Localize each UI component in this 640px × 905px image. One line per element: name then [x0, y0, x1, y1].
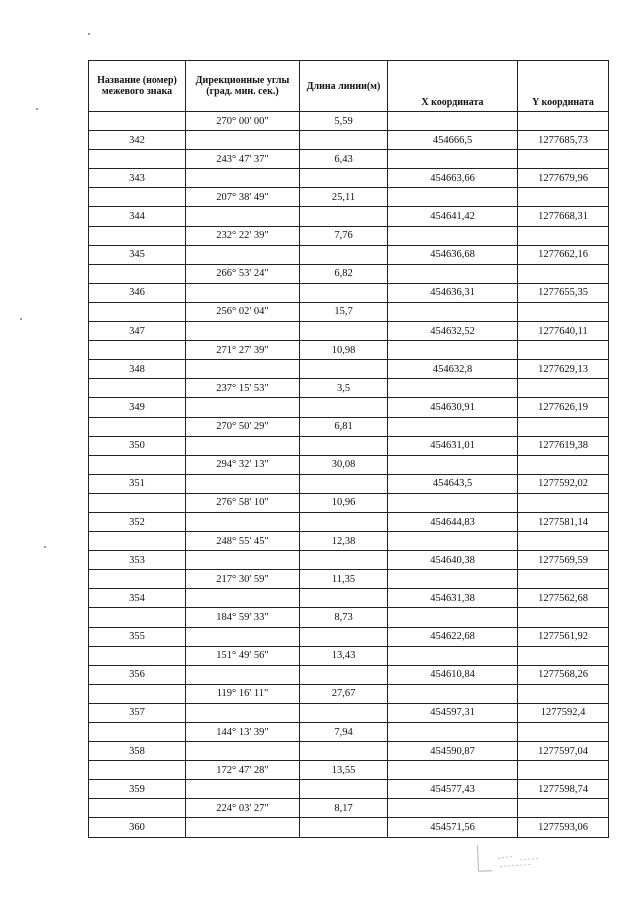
table-row — [89, 302, 609, 321]
y-coordinate-cell: 1277598,74 — [518, 780, 609, 799]
line-length-cell — [300, 436, 388, 455]
line-length-cell — [300, 665, 388, 684]
marker-name-cell: 356 — [89, 665, 186, 684]
line-length-cell: 6,81 — [300, 417, 388, 436]
table-row — [89, 226, 609, 245]
marker-name-cell — [89, 264, 186, 283]
marker-name-cell: 346 — [89, 283, 186, 302]
x-coordinate-cell — [388, 188, 518, 207]
y-coordinate-cell — [518, 379, 609, 398]
marker-name-cell — [89, 532, 186, 551]
marker-name-cell — [89, 761, 186, 780]
marker-name-cell — [89, 112, 186, 131]
direction-angle-cell: 256° 02' 04" — [186, 302, 300, 321]
y-coordinate-cell — [518, 761, 609, 780]
marker-name-cell: 355 — [89, 627, 186, 646]
table-row — [89, 570, 609, 589]
direction-angle-cell — [186, 436, 300, 455]
scan-speck — [88, 33, 90, 35]
table-row — [89, 512, 609, 531]
y-coordinate-cell — [518, 723, 609, 742]
marker-name-cell: 342 — [89, 131, 186, 150]
marker-name-cell — [89, 379, 186, 398]
marker-name-cell: 360 — [89, 818, 186, 837]
marker-name-cell: 352 — [89, 512, 186, 531]
x-coordinate-cell — [388, 570, 518, 589]
marker-name-cell: 347 — [89, 322, 186, 341]
y-coordinate-cell: 1277655,35 — [518, 283, 609, 302]
x-coordinate-cell: 454643,5 — [388, 474, 518, 493]
table-row — [89, 742, 609, 761]
direction-angle-cell — [186, 780, 300, 799]
line-length-cell — [300, 742, 388, 761]
table-row — [89, 322, 609, 341]
line-length-cell: 5,59 — [300, 112, 388, 131]
y-coordinate-cell: 1277597,04 — [518, 742, 609, 761]
faint-stamp-mark — [469, 838, 560, 877]
y-coordinate-cell — [518, 455, 609, 474]
line-length-cell — [300, 512, 388, 531]
marker-name-cell: 345 — [89, 245, 186, 264]
line-length-cell — [300, 818, 388, 837]
header-line-length: Длина линии(м) — [300, 61, 388, 112]
y-coordinate-cell — [518, 646, 609, 665]
direction-angle-cell: 207° 38' 49" — [186, 188, 300, 207]
direction-angle-cell: 151° 49' 56" — [186, 646, 300, 665]
direction-angle-cell — [186, 283, 300, 302]
x-coordinate-cell — [388, 532, 518, 551]
x-coordinate-cell — [388, 341, 518, 360]
x-coordinate-cell — [388, 150, 518, 169]
boundary-coordinates-table — [88, 60, 609, 838]
table-row — [89, 131, 609, 150]
y-coordinate-cell: 1277685,73 — [518, 131, 609, 150]
table-row — [89, 551, 609, 570]
line-length-cell: 7,76 — [300, 226, 388, 245]
x-coordinate-cell: 454597,31 — [388, 703, 518, 722]
header-x-coordinate: X координата — [388, 61, 518, 112]
line-length-cell: 27,67 — [300, 684, 388, 703]
header-y-coordinate: Y координата — [518, 61, 609, 112]
marker-name-cell: 351 — [89, 474, 186, 493]
table-row — [89, 379, 609, 398]
direction-angle-cell: 270° 00' 00" — [186, 112, 300, 131]
table-row — [89, 188, 609, 207]
y-coordinate-cell — [518, 417, 609, 436]
scan-speck — [44, 546, 46, 548]
line-length-cell: 8,73 — [300, 608, 388, 627]
y-coordinate-cell — [518, 302, 609, 321]
direction-angle-cell — [186, 818, 300, 837]
y-coordinate-cell — [518, 608, 609, 627]
table-row — [89, 761, 609, 780]
table-row — [89, 703, 609, 722]
line-length-cell — [300, 207, 388, 226]
direction-angle-cell — [186, 207, 300, 226]
x-coordinate-cell — [388, 608, 518, 627]
x-coordinate-cell — [388, 761, 518, 780]
marker-name-cell — [89, 188, 186, 207]
marker-name-cell — [89, 455, 186, 474]
line-length-cell: 13,43 — [300, 646, 388, 665]
table-row — [89, 818, 609, 837]
direction-angle-cell — [186, 398, 300, 417]
y-coordinate-cell: 1277626,19 — [518, 398, 609, 417]
table-row — [89, 436, 609, 455]
y-coordinate-cell — [518, 188, 609, 207]
y-coordinate-cell — [518, 493, 609, 512]
y-coordinate-cell — [518, 150, 609, 169]
x-coordinate-cell — [388, 493, 518, 512]
x-coordinate-cell — [388, 799, 518, 818]
line-length-cell: 10,98 — [300, 341, 388, 360]
y-coordinate-cell: 1277629,13 — [518, 360, 609, 379]
marker-name-cell — [89, 493, 186, 512]
x-coordinate-cell — [388, 264, 518, 283]
x-coordinate-cell — [388, 112, 518, 131]
x-coordinate-cell — [388, 723, 518, 742]
table-row — [89, 360, 609, 379]
y-coordinate-cell: 1277662,16 — [518, 245, 609, 264]
line-length-cell: 6,82 — [300, 264, 388, 283]
y-coordinate-cell: 1277569,59 — [518, 551, 609, 570]
table-header-row — [89, 61, 609, 112]
y-coordinate-cell: 1277619,38 — [518, 436, 609, 455]
line-length-cell: 13,55 — [300, 761, 388, 780]
x-coordinate-cell: 454590,87 — [388, 742, 518, 761]
x-coordinate-cell: 454630,91 — [388, 398, 518, 417]
direction-angle-cell: 266° 53' 24" — [186, 264, 300, 283]
y-coordinate-cell — [518, 570, 609, 589]
table-row — [89, 150, 609, 169]
x-coordinate-cell: 454632,52 — [388, 322, 518, 341]
marker-name-cell: 350 — [89, 436, 186, 455]
x-coordinate-cell — [388, 684, 518, 703]
line-length-cell: 12,38 — [300, 532, 388, 551]
x-coordinate-cell — [388, 455, 518, 474]
direction-angle-cell: 243° 47' 37" — [186, 150, 300, 169]
y-coordinate-cell: 1277593,06 — [518, 818, 609, 837]
y-coordinate-cell: 1277668,31 — [518, 207, 609, 226]
y-coordinate-cell: 1277640,11 — [518, 322, 609, 341]
direction-angle-cell — [186, 551, 300, 570]
line-length-cell — [300, 169, 388, 188]
marker-name-cell — [89, 302, 186, 321]
marker-name-cell: 357 — [89, 703, 186, 722]
y-coordinate-cell: 1277581,14 — [518, 512, 609, 531]
header-marker-name: Название (номер) межевого знака — [89, 61, 186, 112]
direction-angle-cell — [186, 703, 300, 722]
direction-angle-cell: 119° 16' 11" — [186, 684, 300, 703]
direction-angle-cell: 144° 13' 39" — [186, 723, 300, 742]
direction-angle-cell — [186, 589, 300, 608]
scan-speck — [36, 108, 38, 110]
table-row — [89, 532, 609, 551]
y-coordinate-cell — [518, 226, 609, 245]
direction-angle-cell — [186, 627, 300, 646]
x-coordinate-cell: 454644,83 — [388, 512, 518, 531]
marker-name-cell: 343 — [89, 169, 186, 188]
direction-angle-cell: 224° 03' 27" — [186, 799, 300, 818]
marker-name-cell: 359 — [89, 780, 186, 799]
table-row — [89, 799, 609, 818]
marker-name-cell — [89, 608, 186, 627]
y-coordinate-cell: 1277562,68 — [518, 589, 609, 608]
x-coordinate-cell: 454622,68 — [388, 627, 518, 646]
direction-angle-cell — [186, 474, 300, 493]
table-row — [89, 245, 609, 264]
x-coordinate-cell — [388, 226, 518, 245]
table-row — [89, 684, 609, 703]
direction-angle-cell: 184° 59' 33" — [186, 608, 300, 627]
direction-angle-cell — [186, 245, 300, 264]
direction-angle-cell: 294° 32' 13" — [186, 455, 300, 474]
line-length-cell: 8,17 — [300, 799, 388, 818]
table-row — [89, 589, 609, 608]
table-row — [89, 474, 609, 493]
marker-name-cell — [89, 570, 186, 589]
marker-name-cell: 354 — [89, 589, 186, 608]
line-length-cell — [300, 551, 388, 570]
table-body — [89, 112, 609, 838]
x-coordinate-cell: 454641,42 — [388, 207, 518, 226]
table-row — [89, 646, 609, 665]
line-length-cell: 3,5 — [300, 379, 388, 398]
direction-angle-cell: 248° 55' 45" — [186, 532, 300, 551]
direction-angle-cell — [186, 742, 300, 761]
table-row — [89, 207, 609, 226]
direction-angle-cell: 276° 58' 10" — [186, 493, 300, 512]
table-row — [89, 169, 609, 188]
y-coordinate-cell: 1277679,96 — [518, 169, 609, 188]
table-row — [89, 665, 609, 684]
marker-name-cell: 358 — [89, 742, 186, 761]
marker-name-cell — [89, 226, 186, 245]
line-length-cell: 11,35 — [300, 570, 388, 589]
table-row — [89, 417, 609, 436]
line-length-cell — [300, 322, 388, 341]
line-length-cell — [300, 627, 388, 646]
header-direction-angle: Дирекционные углы (град. мин. сек.) — [186, 61, 300, 112]
y-coordinate-cell: 1277592,02 — [518, 474, 609, 493]
line-length-cell: 25,11 — [300, 188, 388, 207]
table-row — [89, 455, 609, 474]
direction-angle-cell — [186, 131, 300, 150]
table-row — [89, 398, 609, 417]
y-coordinate-cell — [518, 799, 609, 818]
y-coordinate-cell: 1277592,4 — [518, 703, 609, 722]
table-row — [89, 723, 609, 742]
line-length-cell — [300, 703, 388, 722]
line-length-cell: 6,43 — [300, 150, 388, 169]
x-coordinate-cell: 454636,68 — [388, 245, 518, 264]
direction-angle-cell: 172° 47' 28" — [186, 761, 300, 780]
scan-speck — [20, 318, 22, 320]
marker-name-cell — [89, 684, 186, 703]
marker-name-cell — [89, 646, 186, 665]
line-length-cell — [300, 398, 388, 417]
marker-name-cell — [89, 417, 186, 436]
direction-angle-cell: 217° 30' 59" — [186, 570, 300, 589]
x-coordinate-cell: 454610,84 — [388, 665, 518, 684]
line-length-cell — [300, 283, 388, 302]
marker-name-cell — [89, 150, 186, 169]
line-length-cell: 7,94 — [300, 723, 388, 742]
line-length-cell: 30,08 — [300, 455, 388, 474]
line-length-cell — [300, 245, 388, 264]
table-row — [89, 341, 609, 360]
y-coordinate-cell: 1277568,26 — [518, 665, 609, 684]
x-coordinate-cell: 454571,56 — [388, 818, 518, 837]
direction-angle-cell — [186, 322, 300, 341]
marker-name-cell — [89, 799, 186, 818]
direction-angle-cell: 270° 50' 29" — [186, 417, 300, 436]
line-length-cell — [300, 589, 388, 608]
x-coordinate-cell: 454631,38 — [388, 589, 518, 608]
y-coordinate-cell: 1277561,92 — [518, 627, 609, 646]
y-coordinate-cell — [518, 112, 609, 131]
direction-angle-cell: 237° 15' 53" — [186, 379, 300, 398]
direction-angle-cell — [186, 512, 300, 531]
direction-angle-cell: 232° 22' 39" — [186, 226, 300, 245]
x-coordinate-cell — [388, 417, 518, 436]
line-length-cell — [300, 474, 388, 493]
y-coordinate-cell — [518, 532, 609, 551]
direction-angle-cell — [186, 169, 300, 188]
table-row — [89, 264, 609, 283]
marker-name-cell — [89, 723, 186, 742]
line-length-cell — [300, 780, 388, 799]
direction-angle-cell — [186, 360, 300, 379]
direction-angle-cell: 271° 27' 39" — [186, 341, 300, 360]
x-coordinate-cell: 454577,43 — [388, 780, 518, 799]
line-length-cell — [300, 131, 388, 150]
table-row — [89, 493, 609, 512]
table-row — [89, 627, 609, 646]
x-coordinate-cell: 454640,38 — [388, 551, 518, 570]
x-coordinate-cell: 454636,31 — [388, 283, 518, 302]
x-coordinate-cell: 454632,8 — [388, 360, 518, 379]
line-length-cell: 15,7 — [300, 302, 388, 321]
y-coordinate-cell — [518, 684, 609, 703]
line-length-cell: 10,96 — [300, 493, 388, 512]
marker-name-cell — [89, 341, 186, 360]
x-coordinate-cell: 454666,5 — [388, 131, 518, 150]
x-coordinate-cell — [388, 302, 518, 321]
y-coordinate-cell — [518, 341, 609, 360]
x-coordinate-cell — [388, 379, 518, 398]
table-row — [89, 283, 609, 302]
line-length-cell — [300, 360, 388, 379]
x-coordinate-cell — [388, 646, 518, 665]
table-row — [89, 780, 609, 799]
direction-angle-cell — [186, 665, 300, 684]
x-coordinate-cell: 454663,66 — [388, 169, 518, 188]
y-coordinate-cell — [518, 264, 609, 283]
x-coordinate-cell: 454631,01 — [388, 436, 518, 455]
marker-name-cell: 353 — [89, 551, 186, 570]
marker-name-cell: 348 — [89, 360, 186, 379]
table-row — [89, 112, 609, 131]
table-row — [89, 608, 609, 627]
marker-name-cell: 344 — [89, 207, 186, 226]
marker-name-cell: 349 — [89, 398, 186, 417]
